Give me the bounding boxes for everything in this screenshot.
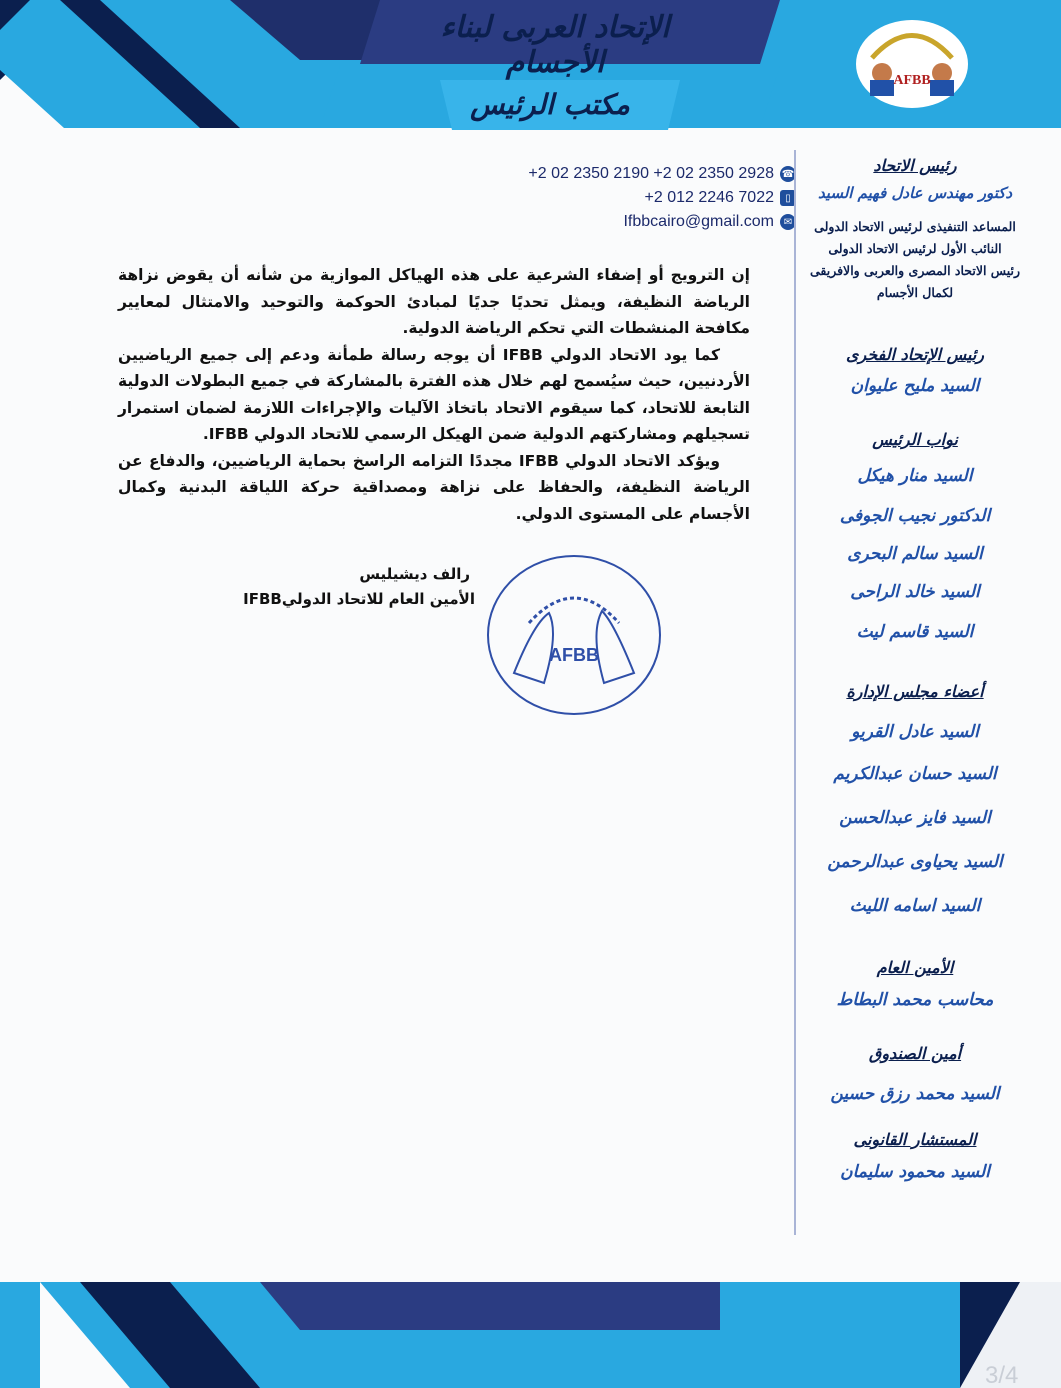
stamp-text: AFBB <box>549 645 599 665</box>
email-icon: ✉ <box>780 214 796 230</box>
signatory-name: رالف ديشيليس <box>359 565 470 583</box>
vp-heading: نواب الرئيس <box>872 430 958 449</box>
board-member: السيد يحياوى عبدالرحمن <box>827 852 1003 872</box>
letter-body <box>118 262 750 527</box>
legal-advisor-name: السيد محمود سليمان <box>840 1162 990 1182</box>
board-member: السيد حسان عبدالكريم <box>833 764 997 784</box>
honorary-name: السيد مليح عليوان <box>850 376 980 396</box>
vp-name: الدكتور نجيب الجوفى <box>839 506 991 526</box>
president-role: رئيس الاتحاد المصرى والعربى والافريقى <box>809 263 1021 278</box>
contact-block <box>466 162 796 234</box>
phone-icon: ☎ <box>780 166 796 182</box>
board-heading: أعضاء مجلس الإدارة <box>846 682 984 701</box>
phone-numbers: +2 02 2350 2190 +2 02 2350 2928 <box>528 165 774 182</box>
page-number: 3/4 <box>985 1362 1019 1388</box>
secretary-general-heading: الأمين العام <box>876 958 954 977</box>
contact-mobile <box>466 186 796 210</box>
vp-name: السيد سالم البحرى <box>847 544 983 564</box>
president-heading: رئيس الاتحاد <box>873 156 957 175</box>
afbb-stamp <box>484 553 664 718</box>
secretary-general-name: محاسب محمد البطاط <box>836 990 994 1010</box>
mobile-number: +2 012 2246 7022 <box>644 189 774 206</box>
board-member: السيد فايز عبدالحسن <box>839 808 991 828</box>
organization-title: الإتحاد العربى لبناء الأجسام <box>440 10 670 80</box>
board-member: السيد اسامه الليث <box>849 896 981 916</box>
vp-name: السيد قاسم ليث <box>856 622 974 642</box>
treasurer-heading: أمين الصندوق <box>868 1044 962 1063</box>
president-role: النائب الأول لرئيس الاتحاد الدولى <box>828 241 1002 256</box>
email-address: Ifbbcairo@gmail.com <box>623 213 774 230</box>
mobile-icon: ▯ <box>780 190 796 206</box>
sidebar-divider <box>794 150 796 1235</box>
footer-banner <box>0 1270 1061 1388</box>
board-member: السيد عادل القريو <box>851 722 979 742</box>
office-title: مكتب الرئيس <box>470 88 630 121</box>
treasurer-name: السيد محمد رزق حسين <box>830 1084 1000 1104</box>
honorary-heading: رئيس الإتحاد الفخرى <box>846 345 984 364</box>
paragraph: إن الترويج أو إضفاء الشرعية على هذه الهياكل الموازية من شأنه أن يقوض نزاهة الرياضة النظيفة، ويمثل تحديًا جديًا لمبادئ الحوكمة والتوحيد والامتثال لمعايير مكافحة المنشطات التي تحكم الرياضة الدولية. <box>118 266 750 337</box>
vp-name: السيد منار هيكل <box>857 466 973 486</box>
logo-text: AFBB <box>893 73 931 88</box>
president-role: لكمال الأجسام <box>876 285 954 300</box>
president-name: دكتور مهندس عادل فهيم السيد <box>817 184 1013 202</box>
paragraph: ويؤكد الاتحاد الدولي IFBB مجددًا التزامه الراسخ بحماية الرياضيين، والدفاع عن الرياضة النظيفة، والحفاظ على نزاهة ومصداقية حركة اللياقة البدنية وكمال الأجسام على المستوى الدولي. <box>118 451 750 523</box>
legal-advisor-heading: المستشار القانونى <box>853 1130 977 1149</box>
signatory-title: الأمين العام للاتحاد الدوليIFBB <box>243 590 475 608</box>
president-role: المساعد التنفيذى لرئيس الاتحاد الدولى <box>814 219 1016 234</box>
paragraph: كما يود الاتحاد الدولي IFBB أن يوجه رسالة طمأنة ودعم إلى جميع الرياضيين الأردنيين، حيث سيُسمح لهم خلال هذه الفترة بالمشاركة في جميع البطولات الدولية التابعة للاتحاد، كما سيقوم الاتحاد باتخاذ الآليات والإجراءات اللازمة لضمان استمرار تسجيلهم ومشاركتهم الدولية ضمن الهيكل الرسمي للاتحاد الدولي IFBB. <box>118 345 750 443</box>
contact-phones <box>466 162 796 186</box>
contact-email <box>466 210 796 234</box>
vp-name: السيد خالد الراحى <box>850 582 980 602</box>
afbb-logo <box>852 18 972 110</box>
